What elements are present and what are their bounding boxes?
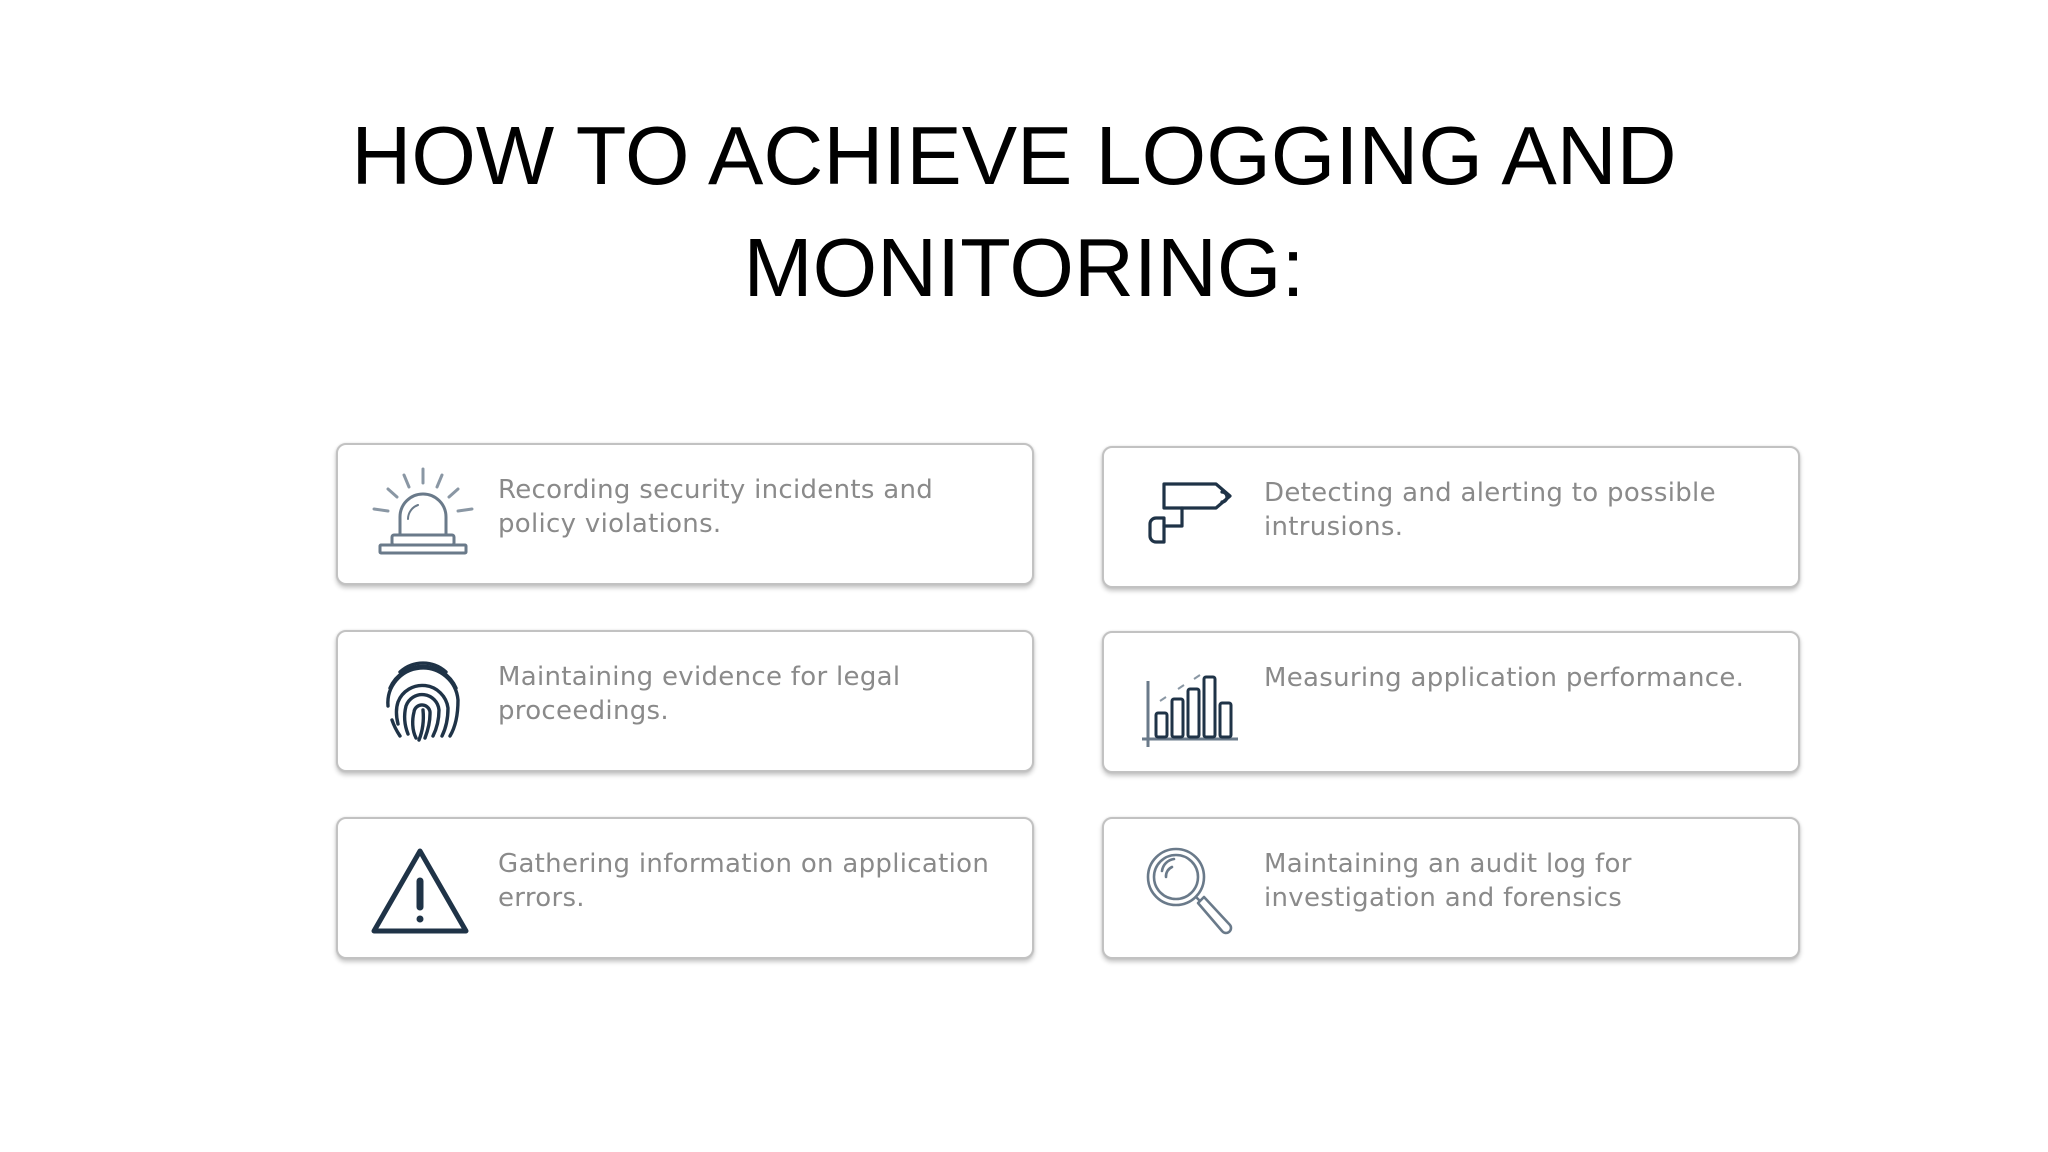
card-text: Maintaining an audit log for investigation and forensics xyxy=(1264,849,1632,913)
slide-title xyxy=(0,100,2048,324)
card-performance xyxy=(1102,631,1800,773)
bar-chart-icon xyxy=(1134,651,1244,755)
card-text: Recording security incidents and policy violations. xyxy=(498,475,934,539)
card-intrusion-detection xyxy=(1102,446,1800,588)
fingerprint-icon xyxy=(368,650,478,754)
card-audit-log xyxy=(1102,817,1800,959)
magnifier-icon xyxy=(1134,837,1244,941)
card-application-errors xyxy=(336,817,1034,959)
security-camera-icon xyxy=(1134,466,1244,570)
card-security-incidents xyxy=(336,443,1034,585)
card-legal-evidence xyxy=(336,630,1034,772)
card-text: Detecting and alerting to possible intrusions. xyxy=(1264,478,1716,542)
slide-title-line-2: MONITORING: xyxy=(743,221,1305,314)
siren-icon xyxy=(368,463,478,567)
card-text: Measuring application performance. xyxy=(1264,663,1745,693)
slide-title-line-1: HOW TO ACHIEVE LOGGING AND xyxy=(351,109,1677,202)
warning-icon xyxy=(368,837,478,941)
card-text: Maintaining evidence for legal proceedings. xyxy=(498,662,901,726)
card-text: Gathering information on application errors. xyxy=(498,849,990,913)
